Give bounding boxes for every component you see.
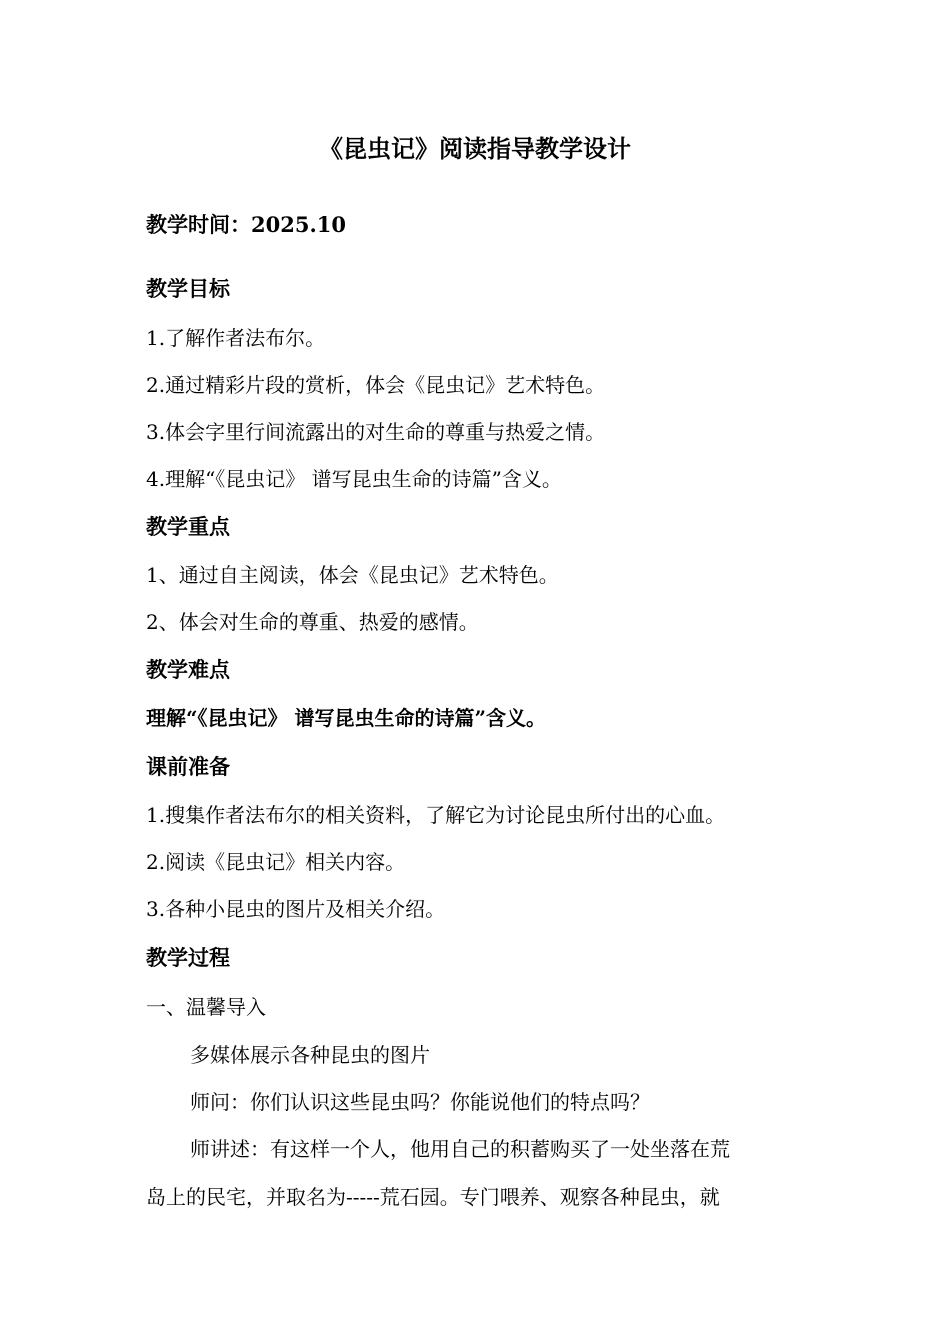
objective-item-4: 4.理解“《昆虫记》 谱写昆虫生命的诗篇”含义。	[146, 467, 562, 491]
key-points-heading: 教学重点	[146, 514, 230, 539]
key-point-item-1: 1、通过自主阅读，体会《昆虫记》艺术特色。	[146, 563, 559, 587]
process-paragraph-3-line-2: 岛上的民宅，并取名为-----荒石园。专门喂养、观察各种昆虫，就	[146, 1185, 720, 1209]
objective-item-2: 2.通过精彩片段的赏析，体会《昆虫记》艺术特色。	[146, 373, 606, 397]
document-title: 《昆虫记》阅读指导教学设计	[319, 134, 631, 163]
objective-item-3: 3.体会字里行间流露出的对生命的尊重与热爱之情。	[146, 420, 606, 444]
teaching-time-label: 教学时间：	[146, 212, 251, 237]
difficulties-heading: 教学难点	[146, 657, 230, 682]
preparation-item-1: 1.搜集作者法布尔的相关资料，了解它为讨论昆虫所付出的心血。	[146, 803, 726, 827]
teaching-time	[146, 214, 346, 235]
process-section-1-title: 一、温馨导入	[146, 995, 266, 1019]
objective-item-1: 1.了解作者法布尔。	[146, 326, 326, 350]
process-paragraph-1: 多媒体展示各种昆虫的图片	[190, 1043, 430, 1067]
process-paragraph-3-line-1: 师讲述：有这样一个人，他用自己的积蓄购买了一处坐落在荒	[190, 1137, 730, 1161]
preparation-heading: 课前准备	[146, 754, 230, 779]
key-point-item-2: 2、体会对生命的尊重、热爱的感情。	[146, 610, 479, 634]
objectives-heading: 教学目标	[146, 276, 230, 301]
process-paragraph-2: 师问：你们认识这些昆虫吗？你能说他们的特点吗？	[190, 1090, 650, 1114]
teaching-time-value: 2025.10	[251, 212, 346, 237]
process-heading: 教学过程	[146, 945, 230, 970]
preparation-item-2: 2.阅读《昆虫记》相关内容。	[146, 850, 406, 874]
preparation-item-3: 3.各种小昆虫的图片及相关介绍。	[146, 897, 446, 921]
difficulties-text: 理解“《昆虫记》 谱写昆虫生命的诗篇”含义。	[146, 706, 546, 730]
